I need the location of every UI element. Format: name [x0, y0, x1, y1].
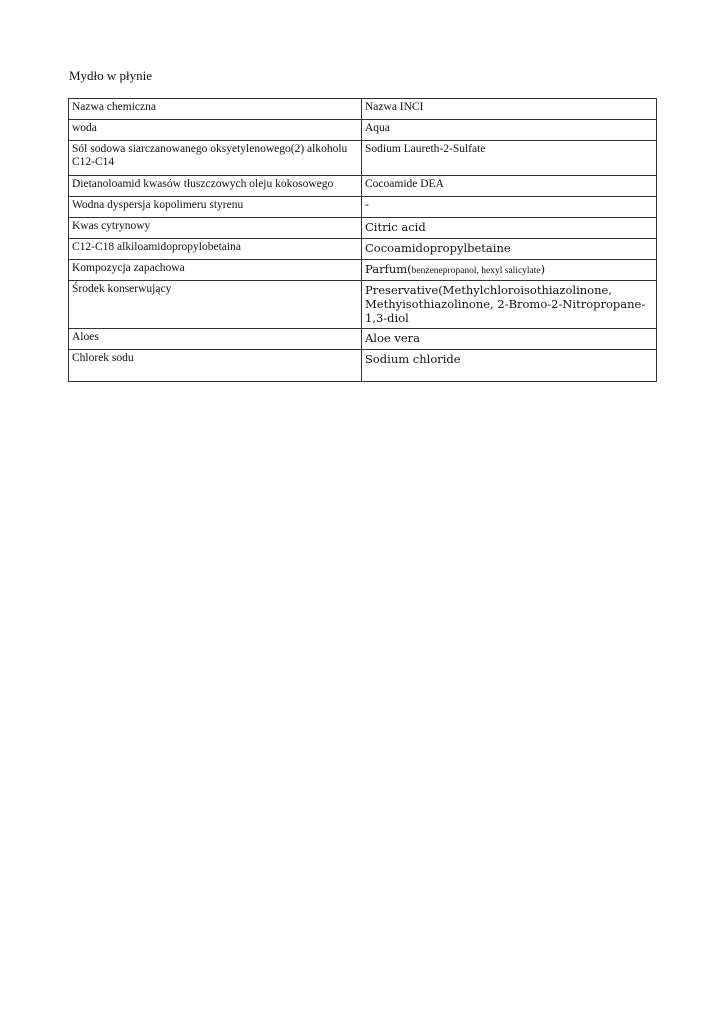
- chemical-name-cell: Sól sodowa siarczanowanego oksyetylenowego(2) alkoholu C12-C14: [69, 141, 362, 176]
- page-title: Mydło w płynie: [69, 68, 153, 83]
- chemical-name-cell: Kompozycja zapachowa: [69, 260, 362, 281]
- table-row: [69, 197, 657, 218]
- inci-name-cell: Sodium chloride: [362, 350, 657, 382]
- inci-name-detail: benzenepropanol, hexyl salicylate: [411, 266, 541, 276]
- chemical-name-cell: C12-C18 alkiloamidopropylobetaina: [69, 239, 362, 260]
- table-row: [69, 218, 657, 239]
- inci-name-cell: Citric acid: [362, 218, 657, 239]
- table-row: [69, 281, 657, 329]
- inci-name-cell: -: [362, 197, 657, 218]
- table-row: [69, 120, 657, 141]
- inci-name-cell: [362, 260, 657, 281]
- table-row: [69, 350, 657, 382]
- inci-name-cell: Cocoamidopropylbetaine: [362, 239, 657, 260]
- table-header-row: [69, 99, 657, 120]
- inci-name-cell: Sodium Laureth-2-Sulfate: [362, 141, 657, 176]
- table-row: [69, 260, 657, 281]
- chemical-name-cell: Dietanoloamid kwasów tłuszczowych oleju kokosowego: [69, 176, 362, 197]
- inci-name-cell: Aloe vera: [362, 329, 657, 350]
- column-header-chemical-name: Nazwa chemiczna: [69, 99, 362, 120]
- chemical-name-cell: Aloes: [69, 329, 362, 350]
- table-row: [69, 141, 657, 176]
- table-row: [69, 176, 657, 197]
- chemical-name-cell: woda: [69, 120, 362, 141]
- chemical-name-cell: Kwas cytrynowy: [69, 218, 362, 239]
- table-row: [69, 239, 657, 260]
- inci-name-main: Parfum(: [365, 262, 412, 276]
- chemical-name-cell: Wodna dyspersja kopolimeru styrenu: [69, 197, 362, 218]
- table-row: [69, 329, 657, 350]
- inci-name-close: ): [540, 262, 546, 276]
- chemical-name-cell: Środek konserwujący: [69, 281, 362, 329]
- column-header-inci-name: Nazwa INCI: [362, 99, 657, 120]
- inci-name-cell: Cocoamide DEA: [362, 176, 657, 197]
- ingredients-table: [68, 98, 657, 382]
- chemical-name-cell: Chlorek sodu: [69, 350, 362, 382]
- inci-name-cell: Preservative(Methylchloroisothiazolinone, Methyisothiazolinone, 2-Bromo-2-Nitropropane-1,3-diol: [362, 281, 657, 329]
- inci-name-cell: Aqua: [362, 120, 657, 141]
